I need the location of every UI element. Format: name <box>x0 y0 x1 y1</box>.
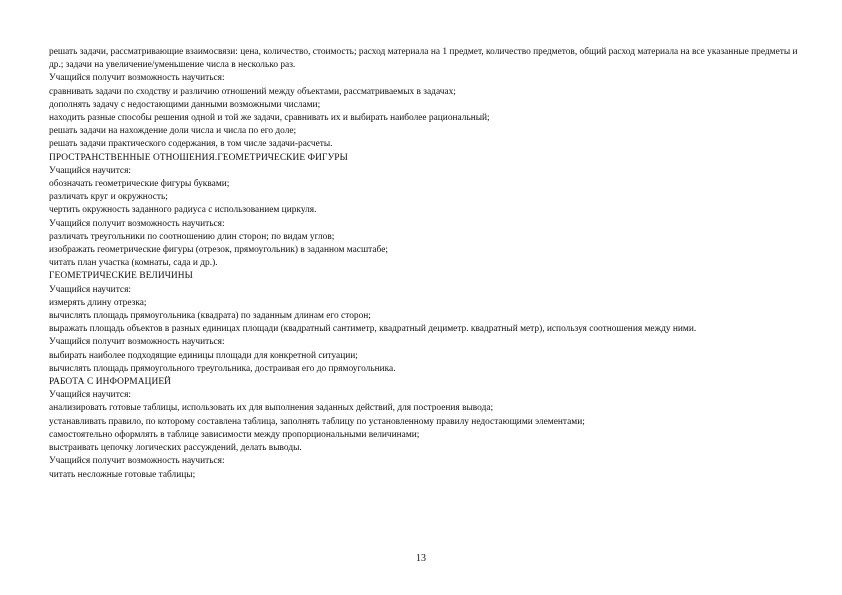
text-line: Учащийся получит возможность научиться: <box>49 337 225 348</box>
text-line: чертить окружность заданного радиуса с использованием циркуля. <box>49 205 317 216</box>
section-heading: РАБОТА С ИНФОРМАЦИЕЙ <box>49 377 172 388</box>
text-line: Учащийся научится: <box>49 284 131 295</box>
text-line: Учащийся научится: <box>49 390 131 401</box>
text-line: устанавливать правило, по которому составлена таблица, заполнять таблицу по установленному правилу недостающими элементами; <box>49 416 585 427</box>
text-line: Учащийся получит возможность научиться: <box>49 73 225 84</box>
text-line: Учащийся получит возможность научиться: <box>49 218 225 229</box>
text-line: читать план участка (комнаты, сада и др.). <box>49 258 218 269</box>
text-line: выбирать наиболее подходящие единицы площади для конкретной ситуации; <box>49 350 358 361</box>
text-line: обозначать геометрические фигуры буквами; <box>49 179 230 190</box>
text-line: измерять длину отрезка; <box>49 297 147 308</box>
text-line: вычислять площадь прямоугольного треугольника, достраивая его до прямоугольника. <box>49 363 396 374</box>
text-line: анализировать готовые таблицы, использовать их для выполнения заданных действий, для построения вывода; <box>49 403 494 414</box>
text-line: вычислять площадь прямоугольника (квадрата) по заданным длинам его сторон; <box>49 311 371 322</box>
section-heading: ГЕОМЕТРИЧЕСКИЕ ВЕЛИЧИНЫ <box>49 271 193 282</box>
page-number: 13 <box>416 553 426 564</box>
section-heading: ПРОСТРАНСТВЕННЫЕ ОТНОШЕНИЯ.ГЕОМЕТРИЧЕСКИЕ ФИГУРЫ <box>49 152 348 163</box>
text-line: решать задачи на нахождение доли числа и числа по его доле; <box>49 126 297 137</box>
text-line: решать задачи, рассматривающие взаимосвязи: цена, количество, стоимость; расход материала на 1 предмет, количество предметов, общий расход материала на все указанные предметы и др.; задачи на увеличение/уменьшение числа в несколько раз. <box>49 47 798 71</box>
text-line: изображать геометрические фигуры (отрезок, прямоугольник) в заданном масштабе; <box>49 245 388 256</box>
text-line: Учащийся получит возможность научиться: <box>49 456 225 467</box>
text-line: читать несложные готовые таблицы; <box>49 469 196 480</box>
text-line: сравнивать задачи по сходству и различию отношений между объектами, рассматриваемых в задачах; <box>49 86 456 97</box>
text-line: различать круг и окружность; <box>49 192 168 203</box>
document-body <box>49 46 801 482</box>
text-line: дополнять задачу с недостающими данными возможными числами; <box>49 99 321 110</box>
text-line: находить разные способы решения одной и той же задачи, сравнивать их и выбирать наиболее рациональный; <box>49 113 490 124</box>
text-line: выстраивать цепочку логических рассуждений, делать выводы. <box>49 443 302 454</box>
text-line: Учащийся научится: <box>49 165 131 176</box>
text-line: различать треугольники по соотношению длин сторон; по видам углов; <box>49 231 335 242</box>
text-line: самостоятельно оформлять в таблице зависимости между пропорциональными величинами; <box>49 429 420 440</box>
text-line: выражать площадь объектов в разных единицах площади (квадратный сантиметр, квадратный дециметр. квадратный метр), используя соотношения между ними. <box>49 324 697 335</box>
text-line: решать задачи практического содержания, в том числе задачи-расчеты. <box>49 139 333 150</box>
